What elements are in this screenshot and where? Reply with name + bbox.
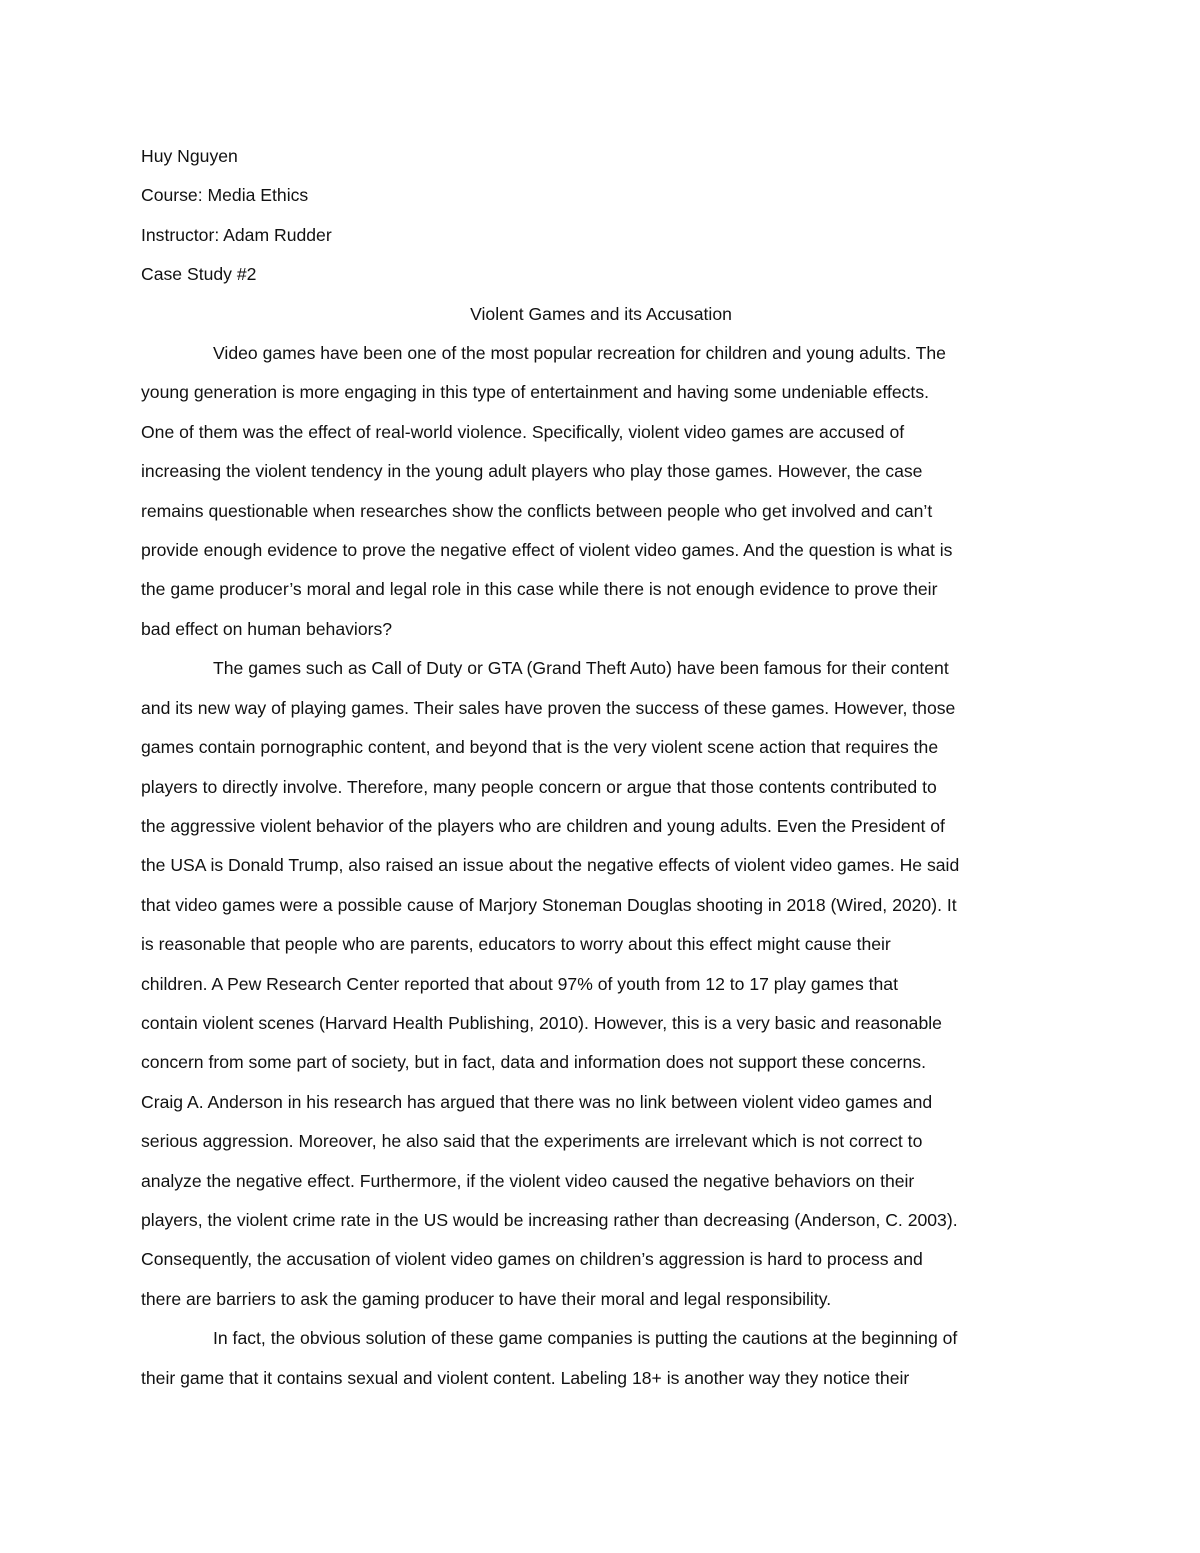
instructor-line: Instructor: Adam Rudder xyxy=(141,224,332,245)
paragraph-line: Video games have been one of the most popular recreation for children and young adults. The xyxy=(213,343,946,364)
paragraph-line: players, the violent crime rate in the US would be increasing rather than decreasing (Anderson, C. 2003). xyxy=(141,1209,958,1230)
paragraph-line: The games such as Call of Duty or GTA (Grand Theft Auto) have been famous for their content xyxy=(213,658,949,679)
paragraph-line: there are barriers to ask the gaming producer to have their moral and legal responsibility. xyxy=(141,1288,832,1309)
paragraph-line: provide enough evidence to prove the negative effect of violent video games. And the question is what is xyxy=(141,540,953,561)
paragraph-line: increasing the violent tendency in the young adult players who play those games. However, the case xyxy=(141,461,923,482)
paragraph-line: In fact, the obvious solution of these game companies is putting the cautions at the beginning of xyxy=(213,1328,958,1349)
essay-paragraphs xyxy=(141,334,1061,1398)
paragraph-line: games contain pornographic content, and beyond that is the very violent scene action that requires the xyxy=(141,737,939,758)
paragraph-line: remains questionable when researches show the conflicts between people who get involved and can’t xyxy=(141,500,933,521)
essay-paragraph xyxy=(141,334,1061,649)
essay-title: Violent Games and its Accusation xyxy=(470,303,732,324)
paragraph-line: serious aggression. Moreover, he also said that the experiments are irrelevant which is not correct to xyxy=(141,1131,923,1152)
assignment-line: Case Study #2 xyxy=(141,264,257,285)
paragraph-line: One of them was the effect of real-world violence. Specifically, violent video games are accused of xyxy=(141,421,905,442)
paragraph-line: contain violent scenes (Harvard Health Publishing, 2010). However, this is a very basic and reasonable xyxy=(141,1012,942,1033)
paragraph-line: Consequently, the accusation of violent video games on children’s aggression is hard to process and xyxy=(141,1249,923,1270)
essay-paragraph xyxy=(141,649,1061,1319)
paragraph-line: the USA is Donald Trump, also raised an issue about the negative effects of violent video games. He said xyxy=(141,855,960,876)
paragraph-line: young generation is more engaging in this type of entertainment and having some undeniable effects. xyxy=(141,382,930,403)
paragraph-line: concern from some part of society, but in fact, data and information does not support these concerns. xyxy=(141,1052,926,1073)
paragraph-line: is reasonable that people who are parents, educators to worry about this effect might cause their xyxy=(141,934,891,955)
paragraph-line: analyze the negative effect. Furthermore, if the violent video caused the negative behaviors on their xyxy=(141,1170,915,1191)
paragraph-line: players to directly involve. Therefore, many people concern or argue that those contents contributed to xyxy=(141,776,937,797)
paragraph-line: children. A Pew Research Center reported that about 97% of youth from 12 to 17 play games that xyxy=(141,973,898,994)
paragraph-line: bad effect on human behaviors? xyxy=(141,618,393,639)
course-line: Course: Media Ethics xyxy=(141,185,309,206)
paragraph-line: the aggressive violent behavior of the players who are children and young adults. Even the President of xyxy=(141,815,945,836)
paragraph-line: that video games were a possible cause of Marjory Stoneman Douglas shooting in 2018 (Wired, 2020). It xyxy=(141,894,957,915)
essay-paragraph xyxy=(141,1319,1061,1398)
paragraph-line: Craig A. Anderson in his research has argued that there was no link between violent video games and xyxy=(141,1091,933,1112)
paragraph-line: and its new way of playing games. Their sales have proven the success of these games. However, those xyxy=(141,697,956,718)
paragraph-line: their game that it contains sexual and violent content. Labeling 18+ is another way they notice their xyxy=(141,1367,910,1388)
author-name: Huy Nguyen xyxy=(141,146,238,166)
document-body xyxy=(141,137,1061,1398)
paragraph-line: the game producer’s moral and legal role in this case while there is not enough evidence to prove their xyxy=(141,579,938,600)
